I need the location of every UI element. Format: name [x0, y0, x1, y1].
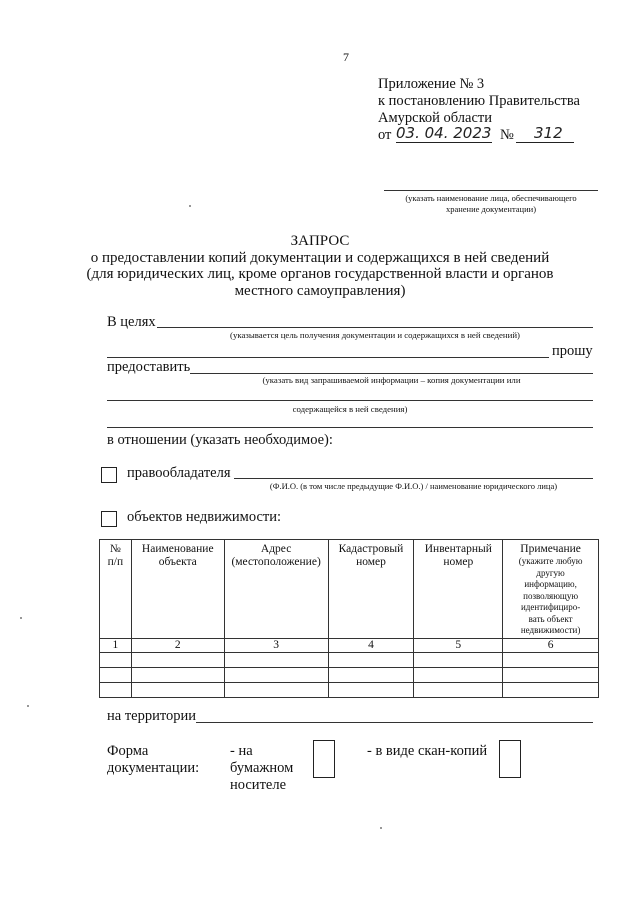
column-number: 2 [131, 639, 224, 653]
table-cell[interactable] [224, 668, 328, 683]
scan-option-checkbox[interactable] [499, 740, 521, 778]
info-hint-line-1: (указать вид запрашиваемой информации – копия документации или [262, 375, 521, 385]
territory-label: на территории [107, 708, 197, 724]
appendix-date-handwritten: 03. 04. 2023 [396, 124, 492, 142]
provide-label: предоставить [107, 359, 191, 375]
info-line [107, 400, 593, 401]
header-note: Примечание (укажите любую другую информацию, позволяющую идентифициро- вать объект недвижимости) [503, 540, 599, 639]
table-cell[interactable] [503, 653, 599, 668]
provide-line [190, 373, 593, 374]
header-number: № п/п [100, 540, 132, 639]
table-cell[interactable] [414, 668, 503, 683]
table-cell[interactable] [414, 653, 503, 668]
column-number: 4 [328, 639, 414, 653]
paper-option-line-1: - на [230, 743, 253, 759]
relation-label: в отношении (указать необходимое): [107, 432, 333, 448]
paper-option-line-3: носителе [230, 777, 287, 793]
scan-speck [27, 705, 29, 707]
objects-checkbox[interactable] [101, 511, 117, 527]
table-row [100, 668, 599, 683]
table-cell[interactable] [224, 683, 328, 698]
table-cell[interactable] [131, 653, 224, 668]
owner-hint: (Ф.И.О. (в том числе предыдущие Ф.И.О.) / наименование юридического лица) [269, 481, 558, 491]
header-inventory-number: Инвентарный номер [414, 540, 503, 639]
appendix-from-label: от [378, 127, 392, 143]
scan-speck [189, 205, 191, 207]
table-cell[interactable] [100, 653, 132, 668]
objects-label: объектов недвижимости: [127, 509, 282, 525]
column-number: 1 [100, 639, 132, 653]
document-subtitle-line-3: местного самоуправления) [234, 283, 406, 299]
header-object-name: Наименование объекта [131, 540, 224, 639]
table-column-numbers-row [100, 639, 599, 653]
purpose-label: В целях [107, 314, 156, 330]
column-number: 5 [414, 639, 503, 653]
document-subtitle-line-2: (для юридических лиц, кроме органов государственной власти и органов [86, 266, 554, 282]
header-address: Адрес (местоположение) [224, 540, 328, 639]
table-cell[interactable] [224, 653, 328, 668]
request-word: прошу [552, 343, 593, 359]
table-row [100, 683, 599, 698]
owner-label: правообладателя [127, 465, 231, 481]
paper-option-checkbox[interactable] [313, 740, 335, 778]
header-cadastral-number: Кадастровый номер [328, 540, 414, 639]
appendix-line-3: Амурской области [378, 110, 492, 126]
purpose-line-2 [107, 357, 549, 358]
page-number: 7 [343, 50, 349, 64]
purpose-hint: (указывается цель получения документации и содержащихся в ней сведений) [230, 330, 520, 340]
scan-speck [380, 827, 382, 829]
table-cell[interactable] [100, 668, 132, 683]
appendix-line-2: к постановлению Правительства [378, 93, 580, 109]
table-cell[interactable] [503, 683, 599, 698]
column-number: 3 [224, 639, 328, 653]
table-cell[interactable] [100, 683, 132, 698]
form-label-line-2: документации: [107, 760, 200, 776]
info-line-2 [107, 427, 593, 428]
appendix-date-field [396, 124, 492, 143]
form-label-line-1: Форма [107, 743, 149, 759]
appendix-number-label: № [500, 127, 514, 143]
appendix-line-1: Приложение № 3 [378, 76, 485, 92]
scan-option-label: - в виде скан-копий [367, 743, 488, 759]
table-cell[interactable] [131, 668, 224, 683]
purpose-line [157, 327, 593, 328]
appendix-number-handwritten: 312 [534, 124, 563, 142]
document-title: ЗАПРОС [290, 233, 350, 249]
appendix-number-field [516, 124, 574, 143]
document-subtitle-line-1: о предоставлении копий документации и содержащихся в ней сведений [90, 250, 550, 266]
paper-option-line-2: бумажном [230, 760, 294, 776]
scan-speck [20, 617, 22, 619]
owner-checkbox[interactable] [101, 467, 117, 483]
recipient-hint-line-2: хранение документации) [445, 204, 537, 214]
table-row [100, 653, 599, 668]
table-cell[interactable] [414, 683, 503, 698]
objects-table [99, 539, 599, 698]
recipient-hint-line-1: (указать наименование лица, обеспечивающего [405, 193, 577, 203]
owner-line [234, 478, 593, 479]
recipient-line [384, 190, 598, 191]
table-cell[interactable] [328, 683, 414, 698]
table-cell[interactable] [328, 668, 414, 683]
table-header-row [100, 540, 599, 639]
info-hint-line-2: содержащейся в ней сведения) [292, 404, 408, 414]
table-cell[interactable] [328, 653, 414, 668]
territory-line [196, 722, 593, 723]
table-cell[interactable] [131, 683, 224, 698]
column-number: 6 [503, 639, 599, 653]
table-cell[interactable] [503, 668, 599, 683]
